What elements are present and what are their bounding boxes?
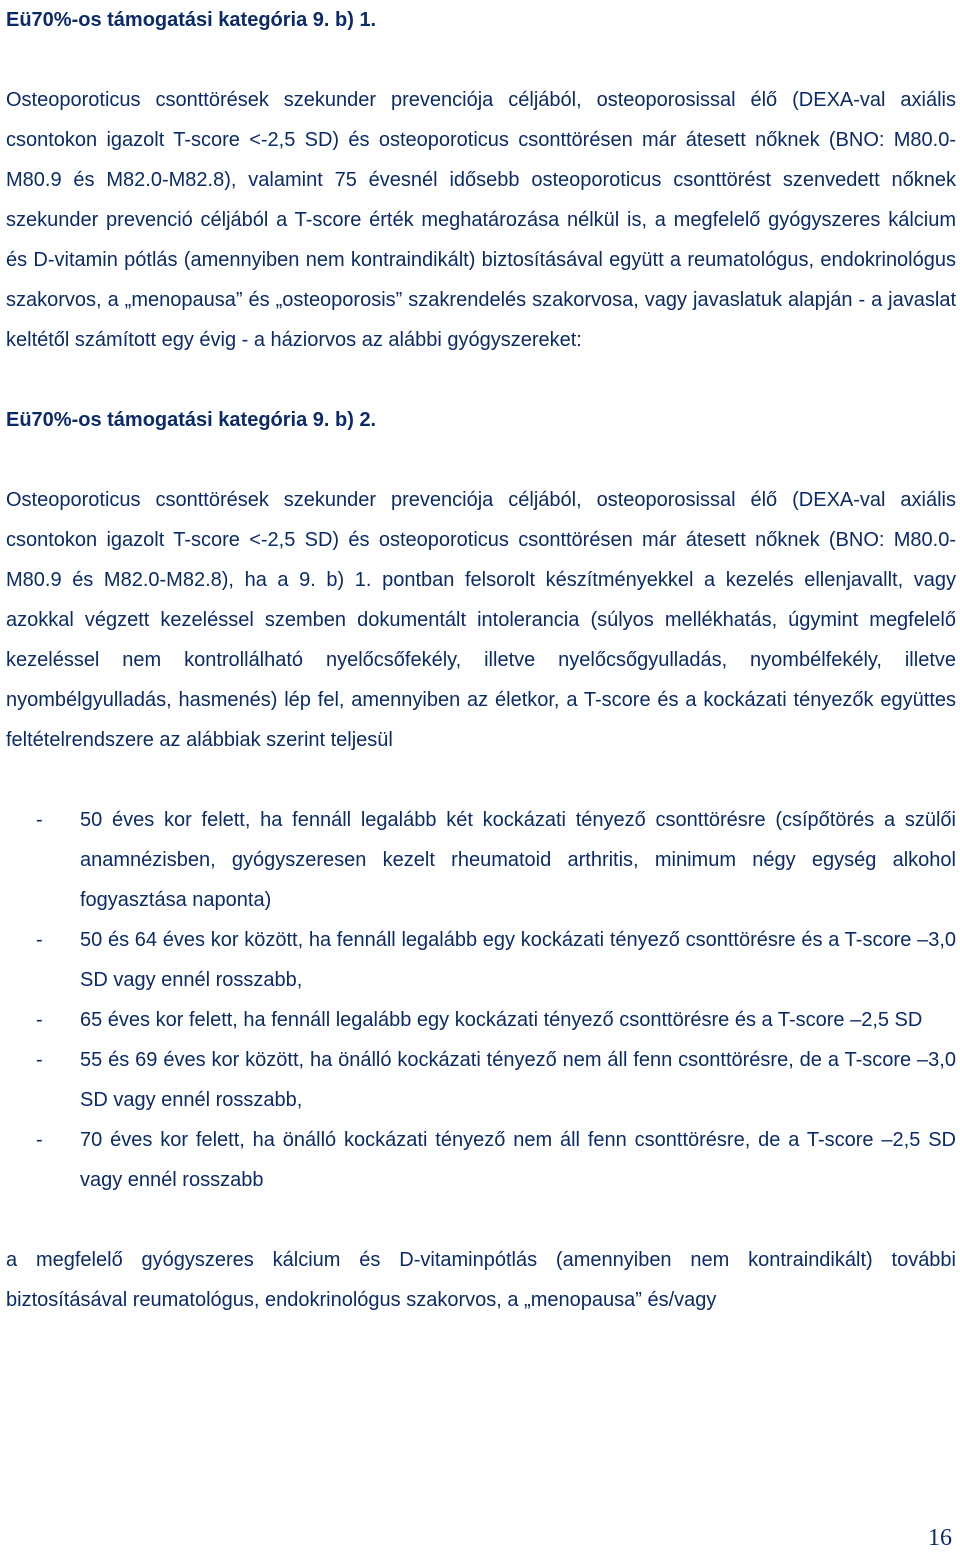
spacer: [6, 1200, 956, 1240]
list-dash: -: [36, 929, 43, 951]
spacer: [6, 360, 956, 400]
section-paragraph-9b2: Osteoporoticus csonttörések szekunder prevenciója céljából, osteoporosissal élő (DEXA-val axiális csontokon igazolt T-score <-2,5 SD) és osteoporoticus csonttörésen már átesett nőknek (BNO: M80.0-M80.9 és M82.0-M82.8), ha a 9. b) 1. pontban felsorolt készítményekkel a kezelés ellenjavallt, vagy azokkal végzett kezeléssel szemben dokumentált intolerancia (súlyos mellékhatás, úgymint megfelelő kezeléssel nem kontrollálható nyelőcsőfekély, illetve nyelőcsőgyulladás, nyombélfekély, illetve nyombélgyulladás, hasmenés) lép fel, amennyiben az életkor, a T-score és a kockázati tényezők együttes feltételrendszere az alábbiak szerint teljesül: [6, 489, 956, 751]
list-item-text: 55 és 69 éves kor között, ha önálló kockázati tényező nem áll fenn csonttörésre, de a T-score –3,0 SD vagy ennél rosszabb,: [80, 1049, 956, 1111]
list-item-text: 50 éves kor felett, ha fennáll legalább két kockázati tényező csonttörésre (csípőtörés a szülői anamnézisben, gyógyszeresen kezelt rheumatoid arthritis, minimum négy egység alkohol fogyasztása naponta): [80, 809, 956, 911]
list-item: [6, 1000, 956, 1040]
criteria-list: [6, 800, 956, 1200]
section-heading-9b1: Eü70%-os támogatási kategória 9. b) 1.: [6, 9, 377, 31]
list-item-text: 65 éves kor felett, ha fennáll legalább egy kockázati tényező csonttörésre és a T-score –2,5 SD: [80, 1009, 923, 1031]
page-number: 16: [928, 1525, 952, 1551]
closing-paragraph: a megfelelő gyógyszeres kálcium és D-vitaminpótlás (amennyiben nem kontraindikált) további biztosításával reumatológus, endokrinológus szakorvos, a „menopausa” és/vagy: [6, 1249, 956, 1311]
list-item-text: 70 éves kor felett, ha önálló kockázati tényező nem áll fenn csonttörésre, de a T-score –2,5 SD vagy ennél rosszabb: [80, 1129, 956, 1191]
list-item-text: 50 és 64 éves kor között, ha fennáll legalább egy kockázati tényező csonttörésre és a T-score –3,0 SD vagy ennél rosszabb,: [80, 929, 956, 991]
list-dash: -: [36, 809, 43, 831]
list-dash: -: [36, 1129, 43, 1151]
spacer: [6, 440, 956, 480]
list-item: [6, 920, 956, 1000]
section-heading-9b2: Eü70%-os támogatási kategória 9. b) 2.: [6, 409, 377, 431]
spacer: [6, 40, 956, 80]
list-dash: -: [36, 1049, 43, 1071]
list-dash: -: [36, 1009, 43, 1031]
list-item: [6, 1040, 956, 1120]
list-item: [6, 800, 956, 920]
section-paragraph-9b1: Osteoporoticus csonttörések szekunder prevenciója céljából, osteoporosissal élő (DEXA-val axiális csontokon igazolt T-score <-2,5 SD) és osteoporoticus csonttörésen már átesett nőknek (BNO: M80.0-M80.9 és M82.0-M82.8), valamint 75 évesnél idősebb osteoporoticus csonttörést szenvedett nőknek szekunder prevenció céljából a T-score érték meghatározása nélkül is, a megfelelő gyógyszeres kálcium és D-vitamin pótlás (amennyiben nem kontraindikált) biztosításával együtt a reumatológus, endokrinológus szakorvos, a „menopausa” és „osteoporosis” szakrendelés szakorvosa, vagy javaslatuk alapján - a javaslat keltétől számított egy évig - a háziorvos az alábbi gyógyszereket:: [6, 89, 956, 351]
spacer: [6, 760, 956, 800]
list-item: [6, 1120, 956, 1200]
document-page: [6, 0, 956, 1320]
